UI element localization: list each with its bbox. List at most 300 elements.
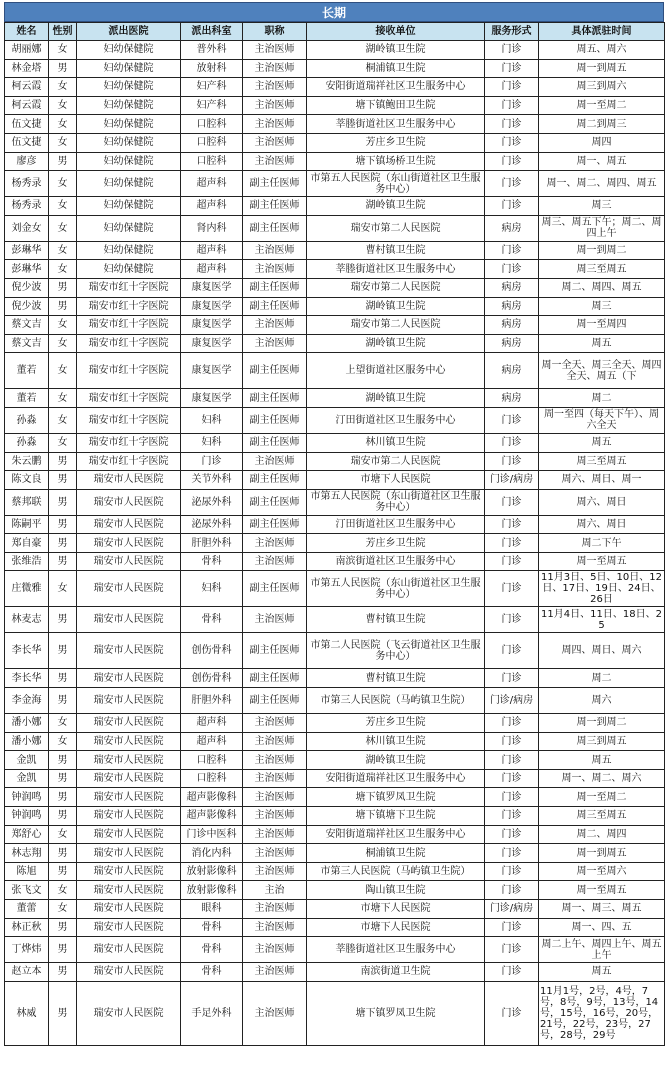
cell-unit: 安阳街道瑞祥社区卫生服务中心	[307, 78, 485, 97]
cell-hospital: 瑞安市人民医院	[77, 937, 181, 963]
cell-form: 病房	[485, 389, 539, 408]
cell-title: 主治医师	[243, 807, 307, 826]
cell-hospital: 瑞安市人民医院	[77, 552, 181, 571]
cell-unit: 汀田街道社区卫生服务中心	[307, 515, 485, 534]
cell-time: 周四	[539, 133, 665, 152]
cell-time: 周三至周五	[539, 260, 665, 279]
cell-name: 董蕾	[5, 900, 49, 919]
cell-form: 门诊	[485, 78, 539, 97]
cell-sex: 男	[49, 937, 77, 963]
table-row	[5, 788, 665, 807]
cell-hospital: 妇幼保健院	[77, 133, 181, 152]
cell-hospital: 瑞安市人民医院	[77, 732, 181, 751]
cell-dept: 门诊中医科	[181, 825, 243, 844]
cell-hospital: 瑞安市红十字医院	[77, 407, 181, 433]
cell-unit: 芳庄乡卫生院	[307, 714, 485, 733]
schedule-sheet	[4, 2, 664, 1046]
cell-time: 周三	[539, 297, 665, 316]
table-row	[5, 260, 665, 279]
cell-sex: 女	[49, 433, 77, 452]
cell-dept: 骨科	[181, 552, 243, 571]
cell-hospital: 瑞安市人民医院	[77, 471, 181, 490]
cell-unit: 曹村镇卫生院	[307, 241, 485, 260]
table-row	[5, 515, 665, 534]
table-row	[5, 669, 665, 688]
table-row	[5, 152, 665, 171]
cell-title: 主治医师	[243, 152, 307, 171]
cell-hospital: 妇幼保健院	[77, 41, 181, 60]
cell-dept: 骨科	[181, 918, 243, 937]
cell-sex: 女	[49, 353, 77, 389]
table-row	[5, 133, 665, 152]
cell-name: 倪少波	[5, 297, 49, 316]
cell-sex: 女	[49, 407, 77, 433]
cell-title: 主治医师	[243, 607, 307, 633]
cell-title: 副主任医师	[243, 471, 307, 490]
table-row	[5, 769, 665, 788]
cell-hospital: 瑞安市红十字医院	[77, 353, 181, 389]
cell-form: 门诊/病房	[485, 471, 539, 490]
cell-name: 彭琳华	[5, 260, 49, 279]
cell-dept: 康复医学	[181, 389, 243, 408]
cell-time: 周五	[539, 334, 665, 353]
header-row	[5, 23, 665, 41]
cell-name: 庄微雅	[5, 571, 49, 607]
cell-form: 门诊	[485, 452, 539, 471]
cell-dept: 口腔科	[181, 751, 243, 770]
cell-title: 副主任医师	[243, 433, 307, 452]
cell-hospital: 瑞安市人民医院	[77, 714, 181, 733]
cell-title: 副主任医师	[243, 389, 307, 408]
table-row	[5, 981, 665, 1045]
cell-hospital: 瑞安市人民医院	[77, 807, 181, 826]
cell-sex: 男	[49, 981, 77, 1045]
cell-dept: 妇科	[181, 571, 243, 607]
cell-title: 主治医师	[243, 918, 307, 937]
cell-dept: 放射科	[181, 59, 243, 78]
cell-sex: 女	[49, 241, 77, 260]
cell-title: 主治医师	[243, 981, 307, 1045]
cell-title: 副主任医师	[243, 297, 307, 316]
table-row	[5, 471, 665, 490]
cell-form: 门诊	[485, 633, 539, 669]
cell-form: 病房	[485, 297, 539, 316]
cell-hospital: 瑞安市红十字医院	[77, 334, 181, 353]
cell-form: 病房	[485, 353, 539, 389]
cell-sex: 女	[49, 78, 77, 97]
cell-name: 蔡邦联	[5, 489, 49, 515]
cell-sex: 女	[49, 334, 77, 353]
cell-hospital: 妇幼保健院	[77, 241, 181, 260]
cell-name: 林志翔	[5, 844, 49, 863]
cell-form: 门诊	[485, 489, 539, 515]
cell-sex: 男	[49, 515, 77, 534]
cell-unit: 市第五人民医院（东山街道社区卫生服务中心）	[307, 571, 485, 607]
cell-sex: 男	[49, 669, 77, 688]
cell-form: 门诊	[485, 844, 539, 863]
cell-dept: 口腔科	[181, 115, 243, 134]
cell-title: 主治医师	[243, 751, 307, 770]
cell-hospital: 瑞安市红十字医院	[77, 389, 181, 408]
cell-name: 丁烨炜	[5, 937, 49, 963]
cell-form: 门诊	[485, 937, 539, 963]
cell-hospital: 妇幼保健院	[77, 197, 181, 216]
cell-form: 门诊/病房	[485, 688, 539, 714]
cell-title: 主治医师	[243, 900, 307, 919]
cell-unit: 曹村镇卫生院	[307, 607, 485, 633]
cell-hospital: 妇幼保健院	[77, 115, 181, 134]
cell-form: 病房	[485, 215, 539, 241]
cell-unit: 塘下镇塘下卫生院	[307, 807, 485, 826]
cell-dept: 妇产科	[181, 78, 243, 97]
cell-form: 门诊	[485, 171, 539, 197]
cell-form: 门诊	[485, 571, 539, 607]
cell-sex: 女	[49, 96, 77, 115]
cell-hospital: 瑞安市人民医院	[77, 900, 181, 919]
cell-title: 主治医师	[243, 862, 307, 881]
cell-dept: 口腔科	[181, 152, 243, 171]
cell-name: 柯云霞	[5, 96, 49, 115]
cell-name: 林威	[5, 981, 49, 1045]
cell-form: 门诊	[485, 96, 539, 115]
cell-hospital: 瑞安市人民医院	[77, 571, 181, 607]
cell-hospital: 妇幼保健院	[77, 96, 181, 115]
table-row	[5, 297, 665, 316]
cell-form: 门诊	[485, 607, 539, 633]
cell-title: 主治医师	[243, 115, 307, 134]
cell-dept: 超声科	[181, 260, 243, 279]
table-row	[5, 732, 665, 751]
cell-dept: 超声影像科	[181, 788, 243, 807]
header-unit: 接收单位	[307, 23, 485, 41]
cell-dept: 口腔科	[181, 133, 243, 152]
cell-title: 主治医师	[243, 260, 307, 279]
table-row	[5, 316, 665, 335]
cell-hospital: 瑞安市红十字医院	[77, 278, 181, 297]
cell-dept: 妇科	[181, 433, 243, 452]
cell-dept: 泌尿外科	[181, 515, 243, 534]
cell-title: 副主任医师	[243, 278, 307, 297]
cell-name: 刘金女	[5, 215, 49, 241]
table-row	[5, 633, 665, 669]
cell-hospital: 妇幼保健院	[77, 171, 181, 197]
cell-unit: 湖岭镇卫生院	[307, 751, 485, 770]
cell-name: 杨秀录	[5, 171, 49, 197]
table-row	[5, 96, 665, 115]
cell-hospital: 瑞安市人民医院	[77, 862, 181, 881]
cell-hospital: 瑞安市人民医院	[77, 607, 181, 633]
table-row	[5, 171, 665, 197]
cell-title: 主治医师	[243, 732, 307, 751]
cell-name: 林麦志	[5, 607, 49, 633]
cell-dept: 妇产科	[181, 96, 243, 115]
cell-sex: 男	[49, 152, 77, 171]
cell-title: 副主任医师	[243, 489, 307, 515]
cell-title: 主治医师	[243, 96, 307, 115]
cell-hospital: 瑞安市人民医院	[77, 825, 181, 844]
cell-dept: 放射影像科	[181, 862, 243, 881]
cell-name: 金凯	[5, 769, 49, 788]
cell-form: 门诊	[485, 881, 539, 900]
cell-form: 门诊	[485, 788, 539, 807]
cell-sex: 女	[49, 316, 77, 335]
cell-dept: 创伤骨科	[181, 669, 243, 688]
cell-time: 周四、周日、周六	[539, 633, 665, 669]
table-row	[5, 552, 665, 571]
table-row	[5, 807, 665, 826]
cell-unit: 塘下镇罗凤卫生院	[307, 981, 485, 1045]
cell-dept: 康复医学	[181, 334, 243, 353]
cell-form: 门诊	[485, 152, 539, 171]
table-row	[5, 407, 665, 433]
cell-title: 副主任医师	[243, 407, 307, 433]
cell-time: 周三到周五	[539, 732, 665, 751]
cell-hospital: 瑞安市人民医院	[77, 489, 181, 515]
cell-unit: 湖岭镇卫生院	[307, 334, 485, 353]
cell-name: 林金塔	[5, 59, 49, 78]
cell-hospital: 瑞安市红十字医院	[77, 452, 181, 471]
cell-dept: 康复医学	[181, 353, 243, 389]
cell-title: 副主任医师	[243, 571, 307, 607]
cell-unit: 上望街道社区服务中心	[307, 353, 485, 389]
cell-time: 11月3日、5日、10日、12日、17日、19日、24日、26日	[539, 571, 665, 607]
cell-unit: 安阳街道瑞祥社区卫生服务中心	[307, 769, 485, 788]
cell-title: 主治医师	[243, 825, 307, 844]
cell-time: 周一至周四	[539, 316, 665, 335]
cell-time: 周一全天、周三全天、周四全天、周五（下	[539, 353, 665, 389]
cell-time: 周六、周日	[539, 515, 665, 534]
cell-sex: 女	[49, 881, 77, 900]
cell-title: 主治医师	[243, 844, 307, 863]
cell-time: 周二上午、周四上午、周五上午	[539, 937, 665, 963]
table-row	[5, 714, 665, 733]
cell-unit: 曹村镇卫生院	[307, 669, 485, 688]
cell-unit: 瑞安市第二人民医院	[307, 316, 485, 335]
cell-form: 门诊	[485, 197, 539, 216]
cell-hospital: 妇幼保健院	[77, 215, 181, 241]
cell-hospital: 妇幼保健院	[77, 152, 181, 171]
cell-title: 主治医师	[243, 769, 307, 788]
cell-unit: 南滨街道社区卫生服务中心	[307, 552, 485, 571]
cell-time: 周五	[539, 963, 665, 982]
cell-sex: 男	[49, 633, 77, 669]
cell-name: 彭琳华	[5, 241, 49, 260]
cell-name: 赵立本	[5, 963, 49, 982]
cell-hospital: 妇幼保健院	[77, 59, 181, 78]
cell-hospital: 瑞安市人民医院	[77, 881, 181, 900]
cell-time: 周五	[539, 433, 665, 452]
cell-hospital: 瑞安市人民医院	[77, 688, 181, 714]
cell-sex: 男	[49, 788, 77, 807]
cell-sex: 男	[49, 607, 77, 633]
cell-time: 周一、周二、周四、周五	[539, 171, 665, 197]
cell-time: 周二	[539, 669, 665, 688]
cell-sex: 男	[49, 963, 77, 982]
cell-hospital: 瑞安市人民医院	[77, 669, 181, 688]
cell-time: 周一、周五	[539, 152, 665, 171]
cell-form: 门诊	[485, 41, 539, 60]
cell-unit: 市塘下人民医院	[307, 900, 485, 919]
cell-unit: 瑞安市第二人民医院	[307, 215, 485, 241]
cell-time: 周一、周三、周五	[539, 900, 665, 919]
cell-dept: 消化内科	[181, 844, 243, 863]
table-row	[5, 900, 665, 919]
cell-name: 张维浩	[5, 552, 49, 571]
table-row	[5, 825, 665, 844]
cell-unit: 市第三人民医院（马屿镇卫生院）	[307, 688, 485, 714]
cell-title: 主治医师	[243, 334, 307, 353]
cell-form: 门诊	[485, 59, 539, 78]
cell-unit: 安阳街道瑞祥社区卫生服务中心	[307, 825, 485, 844]
cell-dept: 放射影像科	[181, 881, 243, 900]
cell-time: 周一至周五	[539, 552, 665, 571]
cell-time: 周一到周五	[539, 844, 665, 863]
cell-name: 廖彦	[5, 152, 49, 171]
cell-dept: 创伤骨科	[181, 633, 243, 669]
cell-name: 陈嗣平	[5, 515, 49, 534]
cell-sex: 女	[49, 215, 77, 241]
cell-form: 门诊/病房	[485, 900, 539, 919]
table-row	[5, 241, 665, 260]
cell-title: 主治医师	[243, 788, 307, 807]
cell-title: 主治医师	[243, 534, 307, 553]
cell-unit: 芳庄乡卫生院	[307, 133, 485, 152]
cell-sex: 女	[49, 732, 77, 751]
table-row	[5, 751, 665, 770]
cell-title: 主治医师	[243, 59, 307, 78]
cell-dept: 普外科	[181, 41, 243, 60]
cell-name: 钟润鸣	[5, 807, 49, 826]
cell-time: 周三到周六	[539, 78, 665, 97]
cell-unit: 市第五人民医院（东山街道社区卫生服务中心）	[307, 171, 485, 197]
cell-form: 门诊	[485, 751, 539, 770]
cell-sex: 女	[49, 571, 77, 607]
cell-unit: 汀田街道社区卫生服务中心	[307, 407, 485, 433]
cell-name: 李长华	[5, 669, 49, 688]
header-sex: 性别	[49, 23, 77, 41]
cell-form: 门诊	[485, 963, 539, 982]
cell-unit: 芳庄乡卫生院	[307, 534, 485, 553]
cell-title: 副主任医师	[243, 215, 307, 241]
cell-hospital: 瑞安市人民医院	[77, 844, 181, 863]
header-form: 服务形式	[485, 23, 539, 41]
cell-time: 周二	[539, 389, 665, 408]
cell-name: 孙淼	[5, 407, 49, 433]
cell-name: 朱云鹏	[5, 452, 49, 471]
table-row	[5, 918, 665, 937]
cell-form: 门诊	[485, 407, 539, 433]
cell-name: 金凯	[5, 751, 49, 770]
table-row	[5, 59, 665, 78]
cell-sex: 女	[49, 260, 77, 279]
cell-unit: 市塘下人民医院	[307, 918, 485, 937]
cell-title: 副主任医师	[243, 633, 307, 669]
cell-dept: 肝胆外科	[181, 534, 243, 553]
cell-dept: 康复医学	[181, 278, 243, 297]
cell-form: 门诊	[485, 769, 539, 788]
cell-title: 主治医师	[243, 241, 307, 260]
cell-name: 孙淼	[5, 433, 49, 452]
cell-dept: 骨科	[181, 607, 243, 633]
cell-title: 主治医师	[243, 963, 307, 982]
cell-title: 副主任医师	[243, 688, 307, 714]
cell-form: 门诊	[485, 433, 539, 452]
cell-sex: 男	[49, 688, 77, 714]
cell-name: 潘小娜	[5, 714, 49, 733]
cell-sex: 男	[49, 452, 77, 471]
cell-sex: 女	[49, 115, 77, 134]
cell-sex: 男	[49, 862, 77, 881]
cell-sex: 男	[49, 59, 77, 78]
cell-sex: 男	[49, 297, 77, 316]
cell-unit: 莘塍街道社区卫生服务中心	[307, 115, 485, 134]
table-row	[5, 862, 665, 881]
table-row	[5, 881, 665, 900]
cell-hospital: 瑞安市人民医院	[77, 534, 181, 553]
cell-form: 门诊	[485, 534, 539, 553]
cell-sex: 男	[49, 844, 77, 863]
cell-unit: 湖岭镇卫生院	[307, 41, 485, 60]
cell-time: 11月4日、11日、18日、25	[539, 607, 665, 633]
cell-name: 柯云霞	[5, 78, 49, 97]
table-row	[5, 688, 665, 714]
cell-form: 门诊	[485, 133, 539, 152]
cell-name: 伍文捷	[5, 115, 49, 134]
sheet-title: 长期	[4, 2, 664, 22]
cell-time: 周三	[539, 197, 665, 216]
dispatch-table	[4, 22, 665, 1046]
cell-sex: 女	[49, 900, 77, 919]
cell-form: 门诊	[485, 807, 539, 826]
cell-name: 钟润鸣	[5, 788, 49, 807]
cell-name: 郑舒心	[5, 825, 49, 844]
cell-time: 周六	[539, 688, 665, 714]
cell-dept: 泌尿外科	[181, 489, 243, 515]
cell-hospital: 瑞安市红十字医院	[77, 316, 181, 335]
cell-hospital: 瑞安市人民医院	[77, 981, 181, 1045]
cell-sex: 男	[49, 918, 77, 937]
header-dept: 派出科室	[181, 23, 243, 41]
cell-unit: 陶山镇卫生院	[307, 881, 485, 900]
cell-dept: 康复医学	[181, 316, 243, 335]
cell-name: 陈旭	[5, 862, 49, 881]
cell-time: 周一至周二	[539, 96, 665, 115]
cell-title: 主治医师	[243, 714, 307, 733]
cell-form: 门诊	[485, 115, 539, 134]
cell-unit: 塘下镇鲍田卫生院	[307, 96, 485, 115]
cell-unit: 塘下镇场桥卫生院	[307, 152, 485, 171]
cell-time: 周一至周二	[539, 788, 665, 807]
cell-time: 周五、周六	[539, 41, 665, 60]
cell-unit: 林川镇卫生院	[307, 732, 485, 751]
cell-dept: 超声科	[181, 732, 243, 751]
cell-unit: 市第二人民医院（飞云街道社区卫生服务中心）	[307, 633, 485, 669]
table-row	[5, 78, 665, 97]
cell-title: 副主任医师	[243, 515, 307, 534]
cell-dept: 肾内科	[181, 215, 243, 241]
cell-time: 周一到周五	[539, 59, 665, 78]
cell-dept: 肝胆外科	[181, 688, 243, 714]
cell-hospital: 瑞安市人民医院	[77, 769, 181, 788]
cell-hospital: 瑞安市人民医院	[77, 515, 181, 534]
cell-sex: 男	[49, 534, 77, 553]
cell-title: 主治医师	[243, 41, 307, 60]
cell-time: 周六、周日、周一	[539, 471, 665, 490]
cell-name: 胡丽娜	[5, 41, 49, 60]
cell-hospital: 瑞安市人民医院	[77, 918, 181, 937]
table-row	[5, 844, 665, 863]
cell-name: 张飞文	[5, 881, 49, 900]
